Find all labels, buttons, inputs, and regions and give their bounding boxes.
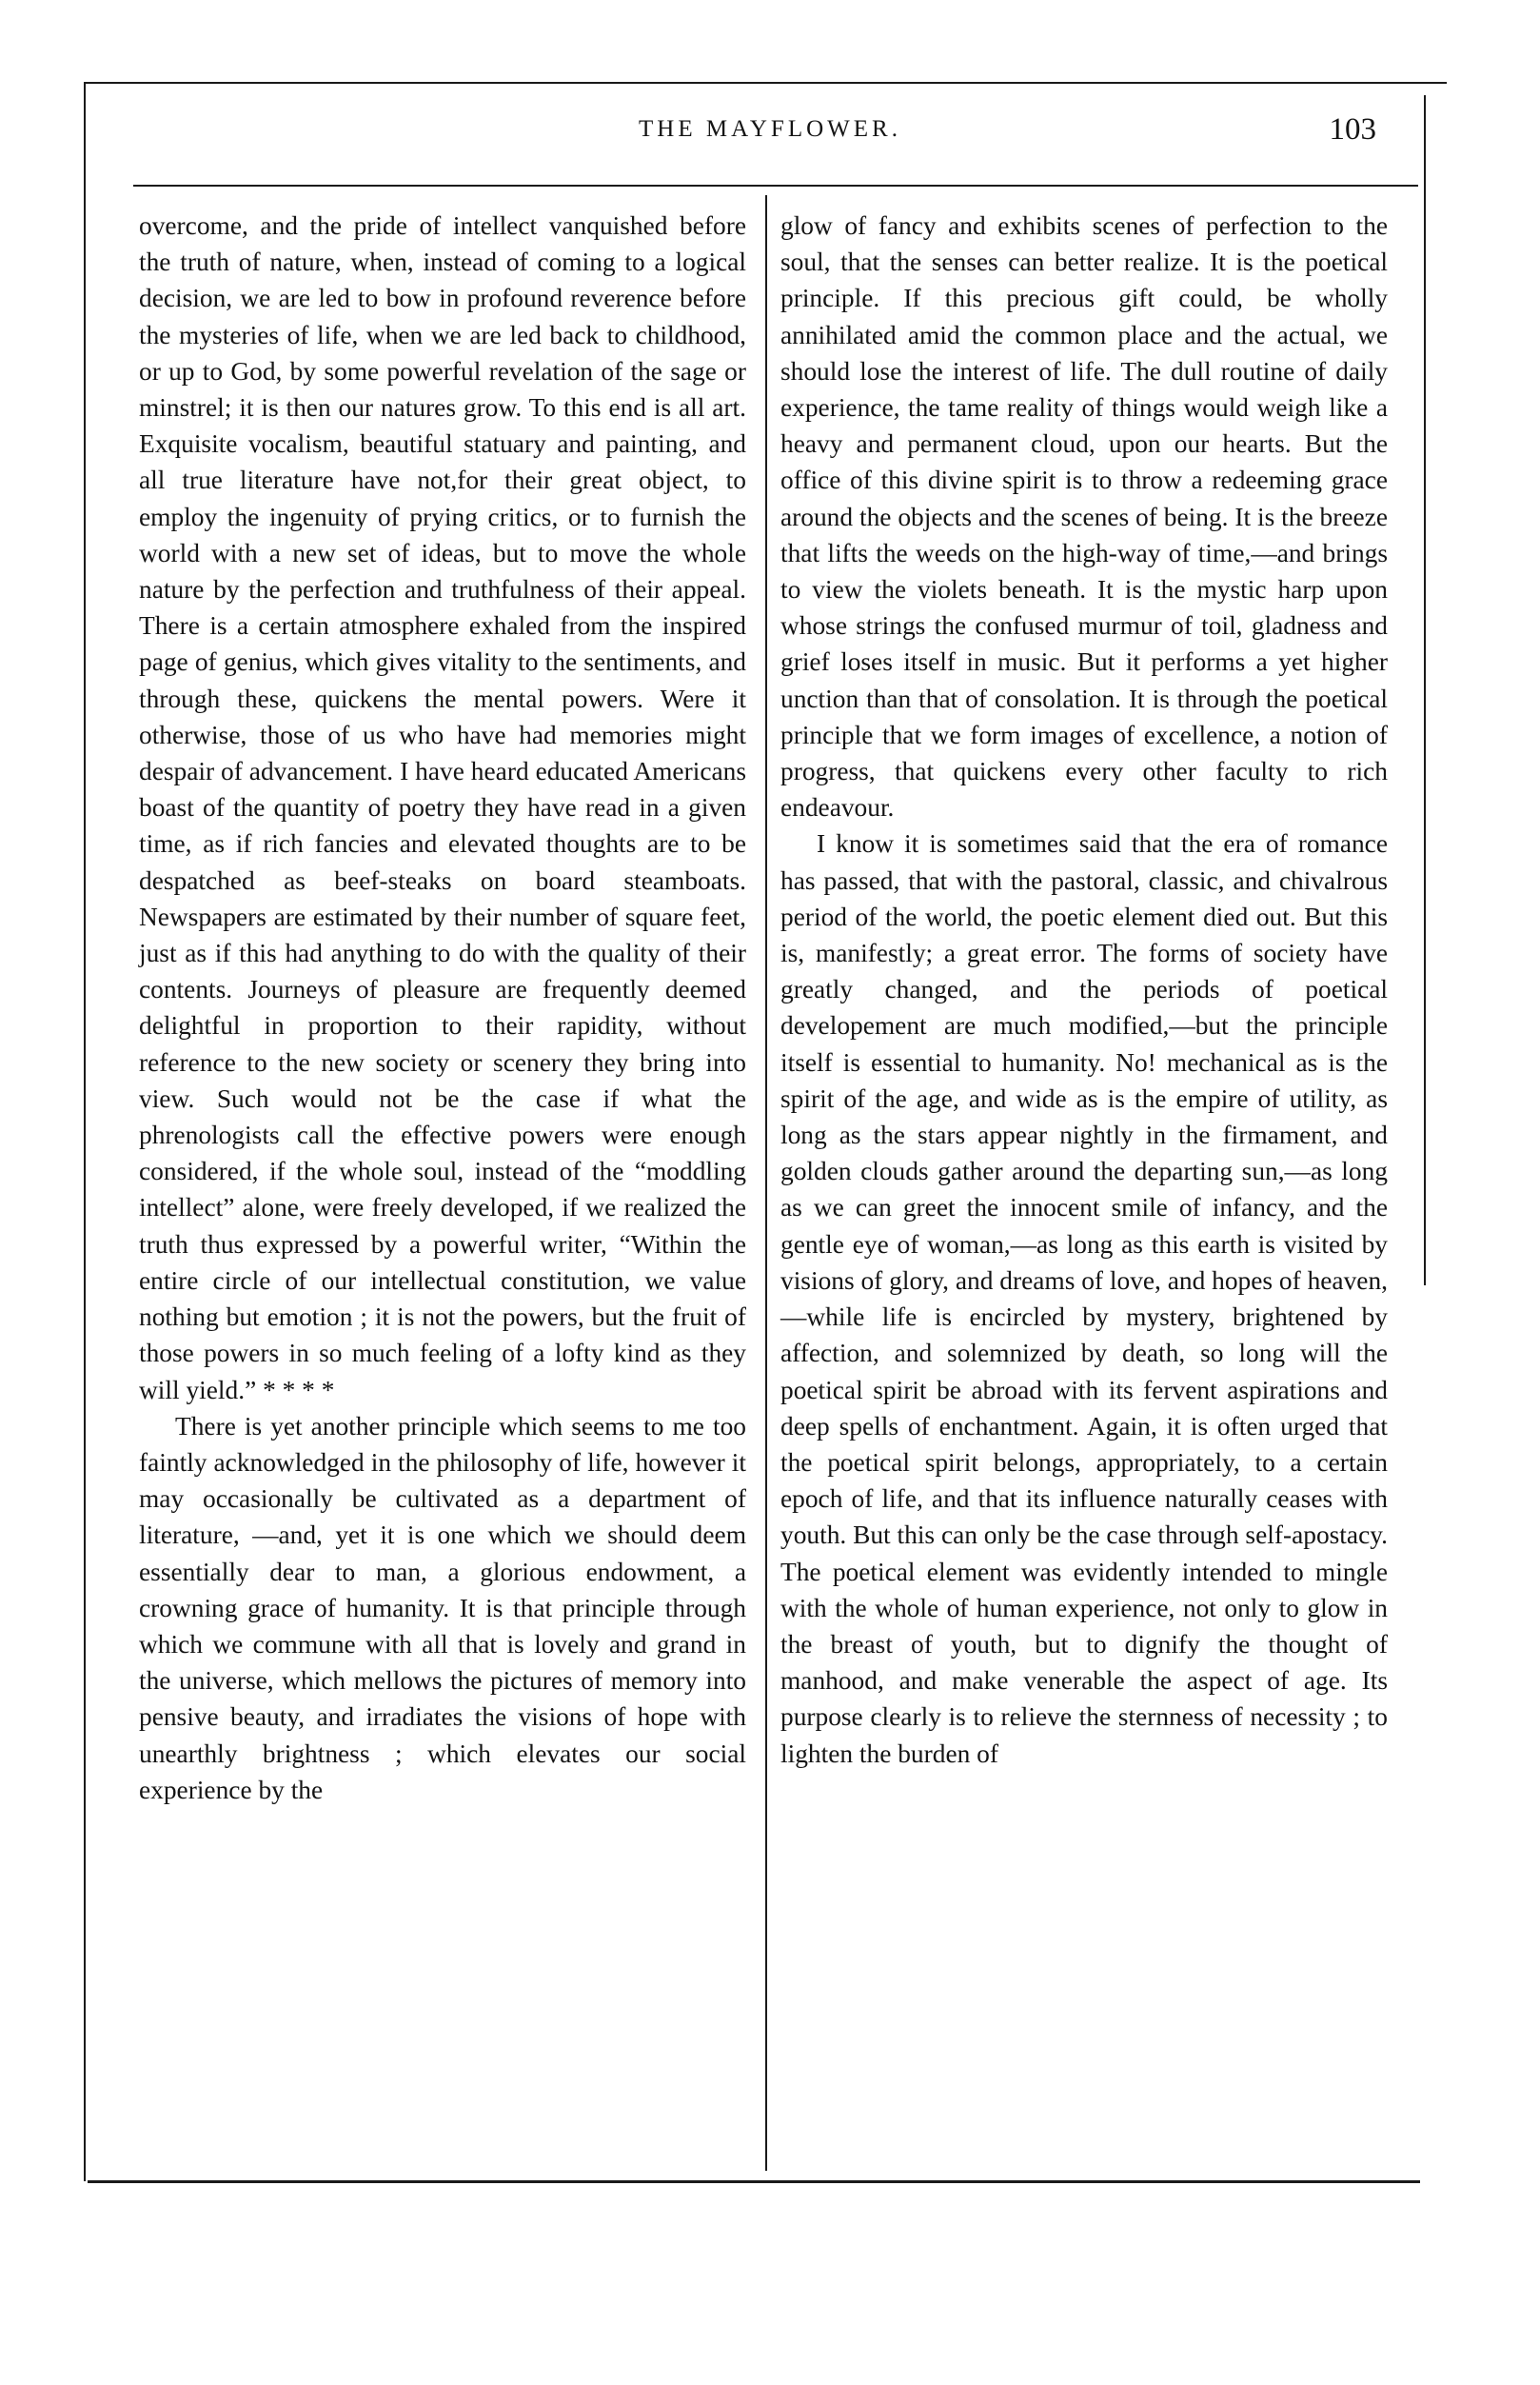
page-right-border xyxy=(1424,95,1426,1285)
header-rule xyxy=(133,185,1418,187)
body-paragraph: I know it is sometimes said that the era of romance has passed, that with the pastoral, classic, and chivalrous period of the world, the poetic element died out. But this is, manifestly; a great error. The forms of society have greatly changed, and the periods of poetical developement are much modified,—but the principle itself is essential to humanity. No! mechanical as is the spirit of the age, and wide as is the empire of utility, as long as the stars appear nightly in the firmament, and golden clouds gather around the departing sun,—as long as we can greet the innocent smile of infancy, and the gentle eye of woman,—as long as this earth is visited by visions of glory, and dreams of love, and hopes of heaven,—while life is encircled by mystery, brightened by affection, and solemnized by death, so long will the poetical spirit be abroad with its fervent aspirations and deep spells of enchantment. Again, it is often urged that the poetical spirit belongs, appropriately, to a certain epoch of life, and that its influence naturally ceases with youth. But this can only be the case through self-apostacy. The poetical element was evidently intended to mingle with the whole of human experience, not only to glow in the breast of youth, but to dignify the thought of manhood, and make venerable the aspect of age. Its purpose clearly is to relieve the sternness of necessity ; to lighten the burden of xyxy=(780,829,1388,1768)
body-paragraph: overcome, and the pride of intellect vanquished before the truth of nature, when, instead of coming to a logical decision, we are led to bow in profound reverence before the mysteries of life, when we are led back to childhood, or up to God, by some powerful revelation of the sage or minstrel; it is then our natures grow. To this end is all art. Exquisite vocalism, beautiful statuary and painting, and all true literature have not,for their great object, to employ the ingenuity of prying critics, or to furnish the world with a new set of ideas, but to move the whole nature by the perfection and truthfulness of their appeal. There is a certain atmosphere exhaled from the inspired page of genius, which gives vitality to the sentiments, and through these, quickens the mental powers. Were it otherwise, those of us who have had memories might despair of advancement. I have heard educated Americans boast of the quantity of poetry they have read in a given time, as if rich fancies and elevated thoughts are to be despatched as beef-steaks on board steamboats. Newspapers are estimated by their number of square feet, just as if this had anything to do with the quality of their contents. Journeys of pleasure are frequently deemed delightful in proportion to their rapidity, without reference to the new society or scenery they bring into view. Such would not be the case if what the phrenologists call the effective powers were enough considered, if the whole soul, instead of the “moddling intellect” alone, were freely developed, if we realized the truth thus expressed by a powerful writer, “Within the entire circle of our intellectual constitution, we value nothing but emotion ; it is not the powers, but the fruit of those powers in so much feeling of a lofty kind as they will yield.” * * * * xyxy=(139,211,746,1404)
page-number: 103 xyxy=(1329,112,1376,147)
page-top-rule xyxy=(84,82,1447,84)
left-column xyxy=(139,208,746,1808)
column-divider xyxy=(765,195,767,2171)
page-bottom-rule xyxy=(88,2180,1420,2183)
page-left-border xyxy=(84,82,86,2181)
running-title: THE MAYFLOWER. xyxy=(639,116,901,142)
body-paragraph: glow of fancy and exhibits scenes of perfection to the soul, that the senses can better realize. It is the poetical principle. If this precious gift could, be wholly annihilated amid the common place and the actual, we should lose the interest of life. The dull routine of daily experience, the tame reality of things would weigh like a heavy and permanent cloud, upon our hearts. But the office of this divine spirit is to throw a redeeming grace around the objects and the scenes of being. It is the breeze that lifts the weeds on the high-way of time,—and brings to view the violets beneath. It is the mystic harp upon whose strings the confused murmur of toil, gladness and grief loses itself in music. But it performs a yet higher unction than that of consolation. It is through the poetical principle that we form images of excellence, a notion of progress, that quickens every other faculty to rich endeavour. xyxy=(780,211,1388,823)
body-paragraph: There is yet another principle which seems to me too faintly acknowledged in the philosophy of life, however it may occasionally be cultivated as a department of literature, —and, yet it is one which we should deem essentially dear to man, a glorious endowment, a crowning grace of humanity. It is that principle through which we commune with all that is lovely and grand in the universe, which mellows the pictures of memory into pensive beauty, and irradiates the visions of hope with unearthly brightness ; which elevates our social experience by the xyxy=(139,1411,746,1804)
right-column xyxy=(780,208,1388,1772)
